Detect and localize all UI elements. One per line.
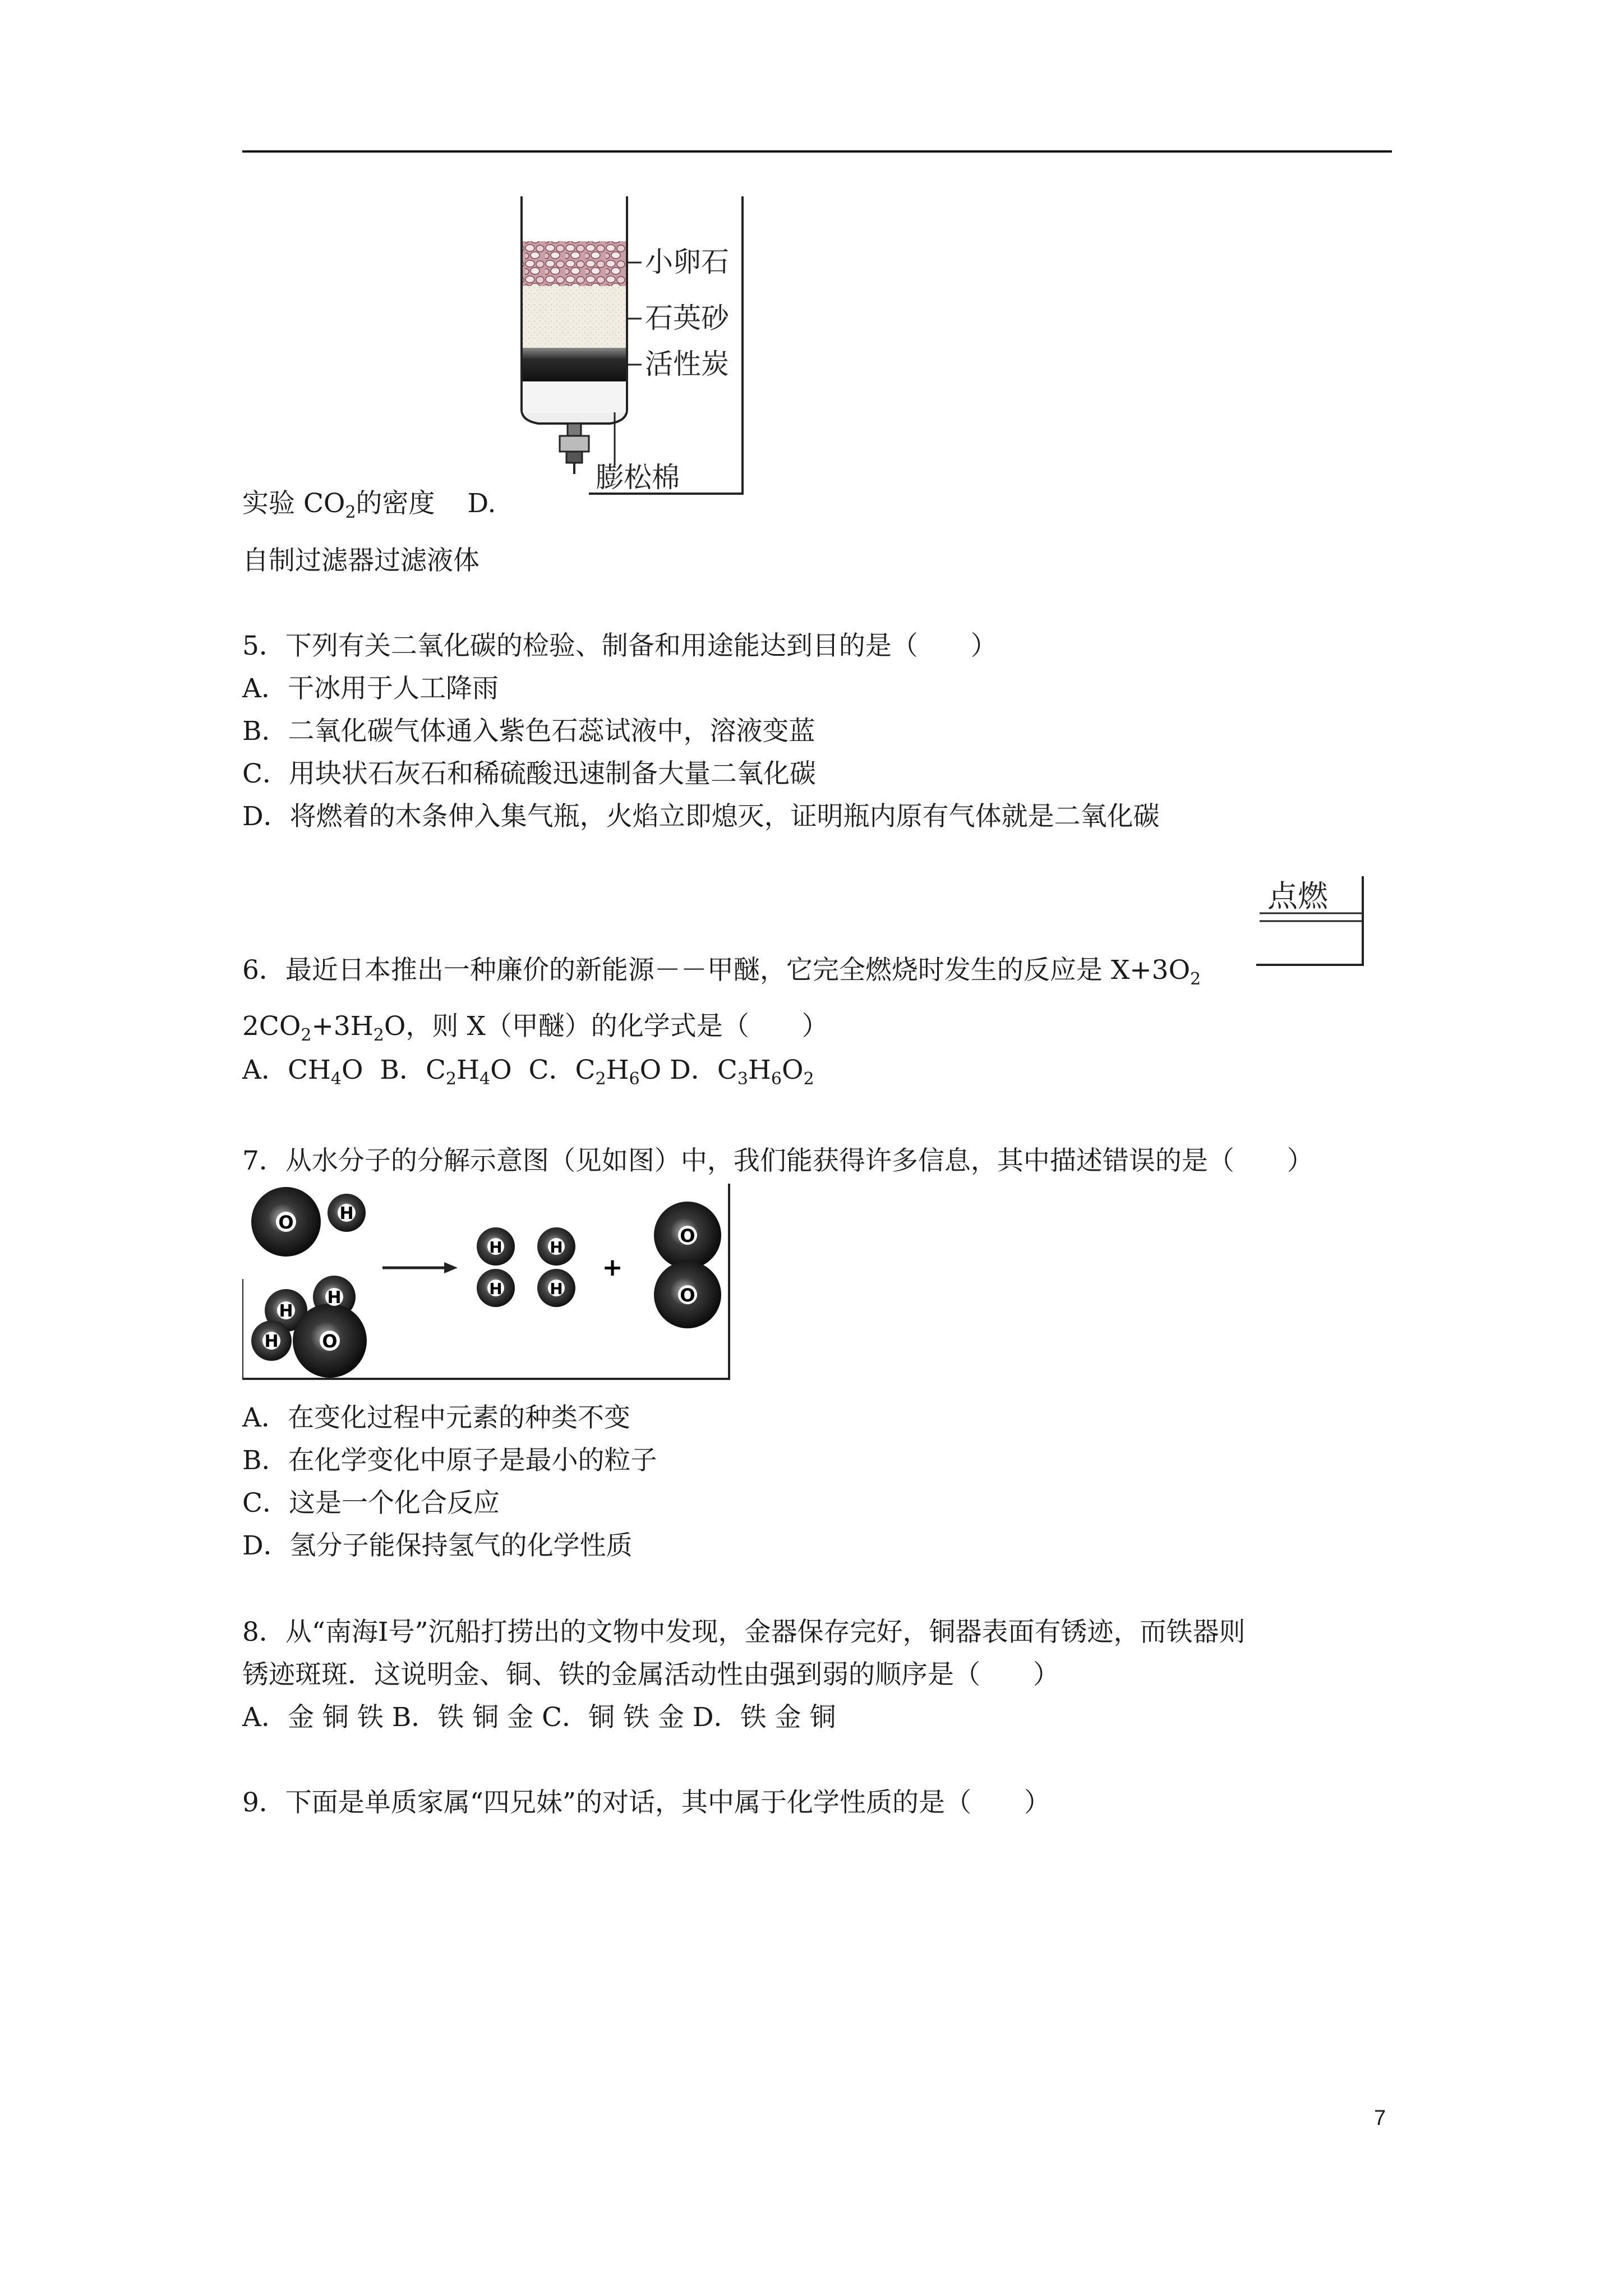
q6-stem-line2: $2CO_2+3H_2O$，则 X（甲醚）的化学式是（ ） [242, 1011, 828, 1045]
plus-sign: + [602, 1253, 623, 1282]
filter-label-quartz: 石英砂 [645, 302, 729, 334]
svg-text:O: O [278, 1212, 294, 1233]
q5-option-d: D．将燃着的木条伸入集气瓶，火焰立即熄灭，证明瓶内原有气体就是二氧化碳 [242, 801, 1160, 832]
svg-text:H: H [327, 1288, 342, 1308]
svg-text:H: H [550, 1238, 563, 1257]
svg-text:H: H [489, 1238, 502, 1257]
reaction-arrow [382, 1262, 458, 1273]
filter-label-pebbles: 小卵石 [645, 246, 729, 278]
svg-text:O: O [680, 1285, 695, 1306]
svg-text:O: O [680, 1225, 695, 1246]
page-number: 7 [1374, 2106, 1386, 2130]
header-rule [242, 150, 1392, 153]
q5-stem: 5．下列有关二氧化碳的检验、制备和用途能达到目的是（ ） [242, 631, 997, 661]
filter-label-cotton: 膨松棉 [596, 461, 680, 494]
water-molecules-left [251, 1187, 367, 1378]
q5-option-b: B．二氧化碳气体通入紫色石蕊试液中，溶液变蓝 [242, 716, 815, 747]
q5-option-c: C．用块状石灰石和稀硫酸迅速制备大量二氧化碳 [242, 758, 816, 789]
q6-stem-line1: 6．最近日本推出一种廉价的新能源－－甲醚，它完全燃烧时发生的反应是 $X+3O_2$ [242, 955, 1201, 989]
filter-figure [505, 196, 751, 499]
q6-options: A．$CH_4O$ B．$C_2H_4O$ C．$C_2H_6O$ D．$C_3H_6O_2$ [242, 1055, 814, 1089]
q8-stem-line2: 锈迹斑斑．这说明金、铜、铁的金属活动性由强到弱的顺序是（ ） [242, 1659, 1059, 1690]
q4-tail-line1: 实验 $CO_2$的密度 D. [242, 488, 496, 522]
oxygen-molecule [654, 1202, 721, 1328]
water-decomposition-diagram [242, 1184, 730, 1380]
q8-stem-line1: 8．从“南海Ⅰ号”沉船打捞出的文物中发现，金器保存完好，铜器表面有锈迹，而铁器则 [242, 1617, 1246, 1648]
condition-label: 点燃 [1267, 878, 1328, 914]
filter-label-carbon: 活性炭 [645, 348, 729, 380]
svg-text:H: H [279, 1301, 293, 1321]
q5-option-a: A．干冰用于人工降雨 [242, 673, 499, 704]
reaction-condition [1256, 876, 1374, 972]
hydrogen-molecules [477, 1227, 575, 1307]
q4-option-d: D. [467, 488, 496, 519]
q7-option-b: B．在化学变化中原子是最小的粒子 [242, 1445, 657, 1476]
svg-text:O: O [322, 1331, 338, 1352]
q7-stem: 7．从水分子的分解示意图（见如图）中，我们能获得许多信息，其中描述错误的是（ ） [242, 1145, 1313, 1176]
q7-option-a: A．在变化过程中元素的种类不变 [242, 1402, 630, 1433]
q8-options: A．金 铜 铁 B．铁 铜 金 C．铜 铁 金 D．铁 金 铜 [242, 1702, 836, 1733]
q7-option-c: C．这是一个化合反应 [242, 1488, 500, 1519]
svg-text:H: H [489, 1280, 502, 1298]
svg-text:H: H [339, 1204, 354, 1223]
svg-text:H: H [264, 1332, 279, 1351]
q4-tail-line2: 自制过滤器过滤液体 [242, 545, 479, 576]
svg-text:H: H [550, 1280, 563, 1298]
q7-option-d: D．氢分子能保持氢气的化学性质 [242, 1530, 633, 1561]
q9-stem: 9．下面是单质家属“四兄妹”的对话，其中属于化学性质的是（ ） [242, 1787, 1050, 1818]
